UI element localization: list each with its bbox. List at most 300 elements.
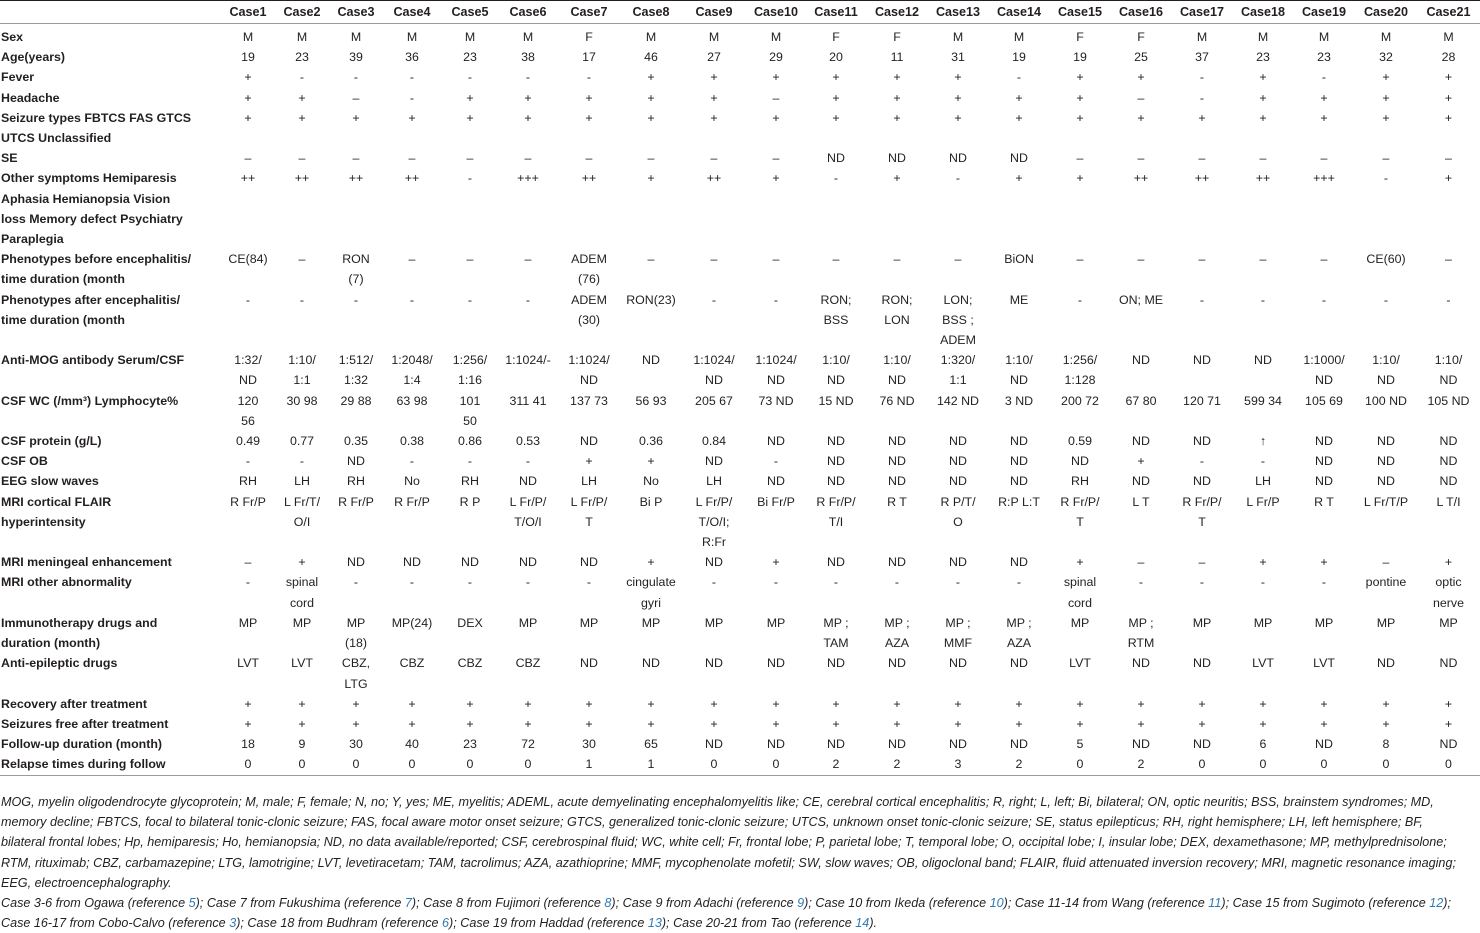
table-cell: + (466, 716, 474, 731)
table-cell: - (833, 575, 839, 590)
table-cell: M (1013, 30, 1025, 44)
table-cell: + (1259, 555, 1267, 570)
reference-link[interactable]: 11 (1208, 896, 1222, 911)
reference-link[interactable]: 3 (229, 916, 237, 931)
table-cell: + (954, 90, 962, 105)
table-cell: + (1015, 696, 1023, 711)
table-cell: MP (18) (344, 615, 368, 651)
table-cell: + (585, 716, 593, 731)
table-cell: ND (705, 737, 723, 752)
table-row (0, 653, 1480, 693)
table-cell: ND (519, 555, 537, 570)
row-label: Phenotypes after encephalitis/ time duration (month (1, 292, 181, 327)
table-cell: ND (1439, 434, 1458, 449)
table-cell: + (244, 90, 252, 105)
table-cell: 73 ND (758, 393, 794, 408)
table-cell: ND (888, 434, 906, 449)
table-cell: ND (1377, 454, 1395, 469)
table-cell: 0.84 (701, 434, 727, 449)
table-cell: 63 98 (396, 393, 428, 408)
table-cell: 40 (405, 737, 419, 752)
header-case-8: Case8 (621, 1, 681, 24)
reference-text: Case 8 from Fujimori (reference (423, 896, 605, 911)
row-label: MRI other abnormality (1, 575, 132, 590)
table-cell: + (1320, 90, 1328, 105)
row-label: Recovery after treatment (1, 696, 147, 711)
table-cell: M (770, 30, 782, 44)
table-cell: – (1382, 151, 1390, 166)
table-cell: 15 ND (818, 393, 854, 408)
table-cell: + (647, 555, 655, 570)
table-cell: - (353, 575, 359, 590)
table-row (0, 24, 1480, 48)
table-cell: M (296, 30, 308, 44)
table-cell: R Fr/P (230, 494, 266, 509)
table-cell: – (524, 252, 532, 267)
table-cell: – (1137, 151, 1145, 166)
table-cell: +++ (517, 171, 539, 186)
header-case-1: Case1 (221, 1, 275, 24)
row-label: CSF WC (/mm³) Lymphocyte% (1, 393, 179, 408)
table-cell: 1:10/ ND (1372, 353, 1400, 388)
reference-close: ); (236, 916, 248, 931)
table-cell: 120 71 (1183, 393, 1221, 408)
table-cell: + (954, 110, 962, 125)
table-cell: MP (641, 615, 661, 630)
table-cell: 105 ND (1427, 393, 1470, 408)
table-cell: MP (1314, 615, 1334, 630)
table-cell: 2 (867, 754, 927, 775)
table-cell: - (894, 575, 900, 590)
table-cell: CBZ (457, 656, 483, 671)
table-cell: + (893, 696, 901, 711)
table-cell: RON (7) (342, 252, 370, 287)
header-case-4: Case4 (383, 1, 441, 24)
table-cell: LH (581, 474, 597, 489)
table-cell: 30 98 (286, 393, 318, 408)
table-cell: + (1076, 696, 1084, 711)
table-cell: 67 80 (1125, 393, 1157, 408)
table-cell: 18 (241, 737, 255, 752)
table-cell: 0 (1171, 754, 1233, 775)
table-cell: + (244, 696, 252, 711)
table-cell: - (1321, 70, 1327, 85)
table-cell: + (1015, 90, 1023, 105)
table-cell: MP (766, 615, 786, 630)
table-cell: ND (1193, 656, 1211, 671)
table-cell: + (408, 696, 416, 711)
table-cell: R Fr/P/ T (1060, 494, 1100, 529)
table-cell: ND (1439, 656, 1458, 671)
table-body (0, 24, 1480, 776)
table-cell: + (298, 696, 306, 711)
table-cell: ND (949, 434, 967, 449)
reference-link[interactable]: 7 (404, 896, 412, 911)
table-row (0, 694, 1480, 714)
table-cell: + (1444, 110, 1453, 125)
table-cell: RON(23) (626, 292, 676, 307)
row-label: Phenotypes before encephalitis/ time duration (month (1, 252, 192, 287)
table-cell: LON; BSS ; ADEM (940, 292, 976, 348)
table-cell: R:P L:T (998, 494, 1040, 509)
table-row (0, 88, 1480, 108)
reference-close: ); (1443, 896, 1451, 911)
table-cell: – (772, 252, 780, 267)
header-case-3: Case3 (329, 1, 383, 24)
table-cell: 0 (499, 754, 557, 775)
table-cell: + (1137, 716, 1145, 731)
table-cell: 205 67 (695, 393, 733, 408)
row-label: Seizures free after treatment (1, 716, 169, 731)
table-row (0, 47, 1480, 67)
row-label: CSF protein (g/L) (1, 434, 102, 449)
reference-link[interactable]: 13 (647, 916, 662, 931)
table-cell: 0 (1417, 754, 1480, 775)
table-cell: - (711, 575, 717, 590)
table-cell: + (710, 110, 718, 125)
table-cell: ND (767, 656, 785, 671)
table-cell: 0.38 (399, 434, 425, 449)
table-cell: CBZ (399, 656, 425, 671)
table-cell: ND (642, 656, 660, 671)
table-cell: - (353, 70, 359, 85)
table-cell: + (1259, 110, 1267, 125)
table-cell: ND (949, 151, 967, 166)
table-cell: - (409, 70, 415, 85)
table-cell: ND (1010, 737, 1028, 752)
table-cell: 2 (805, 754, 867, 775)
table-cell: ND (705, 656, 723, 671)
table-cell: L Fr/P (1246, 494, 1280, 509)
table-cell: + (1444, 555, 1453, 570)
table-cell: + (832, 110, 840, 125)
table-cell: MP (1192, 615, 1212, 630)
table-cell: 72 (521, 737, 535, 752)
table-cell: ADEM (30) (571, 292, 607, 327)
table-row (0, 391, 1480, 431)
table-cell: MP (1376, 615, 1396, 630)
table-cell: - (1321, 575, 1327, 590)
table-cell: ND (949, 454, 967, 469)
row-label: Fever (1, 70, 35, 85)
table-cell: 30 (349, 737, 363, 752)
table-row (0, 714, 1480, 734)
table-cell: 1:32/ ND (234, 353, 262, 388)
table-cell: F (1076, 30, 1084, 44)
table-cell: + (647, 716, 655, 731)
reference-link[interactable]: 6 (442, 916, 450, 931)
table-cell: – (1076, 151, 1084, 166)
reference-link[interactable]: 10 (989, 896, 1004, 911)
table-cell: - (1199, 292, 1205, 307)
table-cell: + (772, 110, 780, 125)
table-cell: + (466, 90, 474, 105)
table-cell: Bi P (639, 494, 663, 509)
table-cell: – (585, 151, 593, 166)
table-cell: - (467, 292, 473, 307)
header-case-6: Case6 (499, 1, 557, 24)
table-cell: M (952, 30, 964, 44)
table-cell: + (832, 90, 840, 105)
reference-link[interactable]: 9 (797, 896, 805, 911)
table-cell: + (244, 70, 252, 85)
table-cell: + (1015, 716, 1023, 731)
table-cell: ND (1377, 434, 1395, 449)
table-cell: R P (459, 494, 481, 509)
table-cell: + (352, 110, 360, 125)
reference-text: Case 11-14 from Wang (reference (1014, 896, 1209, 911)
table-cell: optic nerve (1433, 575, 1464, 610)
table-cell: ND (888, 474, 906, 489)
table-cell: - (1077, 292, 1083, 307)
table-cell: + (710, 70, 718, 85)
table-cell: 2 (1111, 754, 1171, 775)
table-row (0, 451, 1480, 471)
table-cell: - (955, 575, 961, 590)
table-cell: 1:1000/ ND (1303, 353, 1345, 388)
table-cell: M (350, 30, 362, 44)
table-cell: No (404, 474, 420, 489)
table-cell: 0 (1049, 754, 1111, 775)
table-cell: ND (580, 434, 598, 449)
table-cell: ND (580, 555, 598, 570)
reference-link[interactable]: 12 (1429, 896, 1444, 911)
table-cell: + (1137, 696, 1145, 711)
table-cell: - (467, 171, 473, 186)
table-cell: MP (579, 615, 599, 630)
table-cell: - (1199, 70, 1205, 85)
table-cell: + (647, 696, 655, 711)
table-cell: + (298, 90, 306, 105)
table-cell: 1:2048/ 1:4 (391, 353, 433, 388)
header-case-16: Case16 (1111, 1, 1171, 24)
table-cell: L Fr/P/ T/O/I; R:Fr (695, 494, 733, 550)
table-cell: + (1320, 716, 1328, 731)
reference-link[interactable]: 14 (855, 916, 870, 931)
table-cell: - (245, 454, 251, 469)
row-label: CSF OB (1, 454, 48, 469)
table-cell: L Fr/P/ T/O/I (509, 494, 547, 529)
row-label: MRI meningeal enhancement (1, 555, 172, 570)
table-cell: - (1199, 575, 1205, 590)
table-cell: ND (888, 454, 906, 469)
table-cell: - (1199, 454, 1205, 469)
table-cell: ON; ME (1118, 292, 1164, 307)
table-cell: MP ; MMF (943, 615, 973, 651)
table-cell: - (1138, 575, 1144, 590)
table-cell: L T/I (1436, 494, 1461, 509)
table-cell: RH (239, 474, 257, 489)
table-cell: 6 (1259, 737, 1267, 752)
table-cell: – (954, 252, 962, 267)
table-cell: + (1076, 70, 1084, 85)
table-cell: + (647, 70, 655, 85)
table-cell: + (1076, 555, 1084, 570)
table-cell: – (1445, 252, 1452, 267)
table-cell: ND (1010, 474, 1028, 489)
table-cell: 19 (1073, 50, 1087, 65)
table-row (0, 734, 1480, 754)
table-cell: MP (292, 615, 312, 630)
table-cell: 1 (621, 754, 681, 775)
table-cell: - (525, 292, 531, 307)
table-cell: + (772, 716, 780, 731)
table-cell: + (1259, 716, 1267, 731)
table-cell: ND (1193, 474, 1211, 489)
table-cell: M (1318, 30, 1330, 44)
table-cell: + (1382, 90, 1390, 105)
table-cell: ND (1193, 353, 1211, 368)
table-cell: 0.35 (343, 434, 369, 449)
table-cell: – (1259, 252, 1267, 267)
table-cell: R P/T/ O (940, 494, 976, 529)
row-label: MRI cortical FLAIR hyperintensity (1, 494, 112, 529)
table-cell: 142 ND (936, 393, 979, 408)
table-cell: - (1260, 575, 1266, 590)
table-cell: - (586, 575, 592, 590)
table-cell: MP(24) (391, 615, 433, 630)
table-cell: 0.59 (1067, 434, 1093, 449)
table-cell: + (408, 716, 416, 731)
table-cell: ND (949, 555, 967, 570)
table-cell: M (1380, 30, 1392, 44)
table-cell: + (1444, 171, 1453, 186)
table-cell: ND (827, 737, 845, 752)
row-label: Anti-epileptic drugs (1, 656, 118, 671)
table-cell: 0 (1293, 754, 1355, 775)
table-cell: ND (888, 151, 906, 166)
table-cell: - (1016, 70, 1022, 85)
table-cell: + (298, 716, 306, 731)
table-cell: 23 (1317, 50, 1331, 65)
table-cell: ND (1377, 656, 1395, 671)
table-cell: - (1383, 171, 1389, 186)
table-cell: + (772, 171, 780, 186)
table-cell: M (464, 30, 476, 44)
table-cell: + (524, 110, 532, 125)
table-cell: – (893, 252, 901, 267)
table-cell: pontine (1365, 575, 1407, 590)
table-cell: M (645, 30, 657, 44)
table-cell: + (585, 90, 593, 105)
table-cell: + (893, 110, 901, 125)
table-row (0, 754, 1480, 775)
reference-link[interactable]: 8 (604, 896, 612, 911)
table-cell: 27 (707, 50, 721, 65)
table-cell: - (1321, 292, 1327, 307)
table-cell: + (1259, 696, 1267, 711)
table-cell: 1:512/ 1:32 (338, 353, 374, 388)
row-label: Relapse times during follow (0, 754, 221, 775)
table-cell: + (524, 716, 532, 731)
table-cell: + (1382, 696, 1390, 711)
table-cell: – (1137, 252, 1145, 267)
table-cell: M (1257, 30, 1269, 44)
table-cell: ME (1009, 292, 1029, 307)
table-row (0, 290, 1480, 351)
table-cell: + (408, 110, 416, 125)
table-cell: + (298, 555, 306, 570)
table-cell: - (1199, 90, 1205, 105)
header-case-13: Case13 (927, 1, 989, 24)
table-cell: 0 (681, 754, 747, 775)
table-cell: R T (887, 494, 907, 509)
table-row (0, 552, 1480, 572)
header-blank (0, 1, 221, 24)
reference-link[interactable]: 5 (188, 896, 196, 911)
table-cell: + (954, 716, 962, 731)
table-cell: M (1196, 30, 1208, 44)
table-cell: – (1076, 252, 1084, 267)
table-cell: ++ (240, 171, 256, 186)
table-cell: - (1383, 292, 1389, 307)
table-cell: L Fr/T/ O/I (283, 494, 321, 529)
table-cell: + (1259, 70, 1267, 85)
table-cell: RON; LON (881, 292, 913, 327)
table-cell: 28 (1441, 50, 1456, 65)
table-cell: MP ; AZA (884, 615, 910, 651)
table-cell: – (1137, 555, 1145, 570)
table-cell: + (1259, 90, 1267, 105)
table-cell: 1:1024/ ND (755, 353, 797, 388)
table-cell: – (647, 252, 655, 267)
table-cell: – (1198, 252, 1206, 267)
table-cell: + (772, 696, 780, 711)
table-cell: + (954, 70, 962, 85)
table-cell: LVT (291, 656, 313, 671)
table-cell: + (1137, 70, 1145, 85)
table-cell: ND (1010, 555, 1028, 570)
table-cell: ++ (348, 171, 364, 186)
table-cell: 23 (1256, 50, 1270, 65)
table-cell: - (773, 292, 779, 307)
table-cell: ND (1132, 737, 1150, 752)
table-row (0, 67, 1480, 87)
table-header-row (0, 1, 1480, 24)
table-cell: 29 88 (340, 393, 372, 408)
table-cell: + (1444, 90, 1453, 105)
table-cell: 0.77 (289, 434, 315, 449)
table-cell: ++ (1133, 171, 1149, 186)
header-case-12: Case12 (867, 1, 927, 24)
table-cell: + (1444, 716, 1453, 731)
table-cell: CBZ (515, 656, 541, 671)
table-cell: CBZ, LTG (341, 656, 371, 691)
table-cell: + (585, 454, 593, 469)
table-cell: 0 (221, 754, 275, 775)
reference-close: ). (869, 916, 878, 931)
table-cell: + (893, 716, 901, 731)
table-cell: - (1016, 575, 1022, 590)
reference-close: ); (804, 896, 816, 911)
table-cell: 1:10/ ND (822, 353, 850, 388)
table-cell: ND (1439, 474, 1458, 489)
table-cell: + (1076, 110, 1084, 125)
table-cell: + (524, 696, 532, 711)
reference-text: Case 20-21 from Tao (reference (673, 916, 856, 931)
table-cell: ND (461, 555, 479, 570)
table-cell: 25 (1134, 50, 1148, 65)
table-row (0, 249, 1480, 289)
table-cell: RON; BSS (820, 292, 852, 327)
table-cell: ND (1439, 454, 1458, 469)
table-cell: ND (1439, 737, 1458, 752)
table-cell: 37 (1195, 50, 1209, 65)
row-label: Anti-MOG antibody Serum/CSF (1, 353, 185, 368)
row-label: EEG slow waves (1, 474, 99, 489)
table-cell: ND (1132, 353, 1150, 368)
table-cell: ND (347, 555, 365, 570)
